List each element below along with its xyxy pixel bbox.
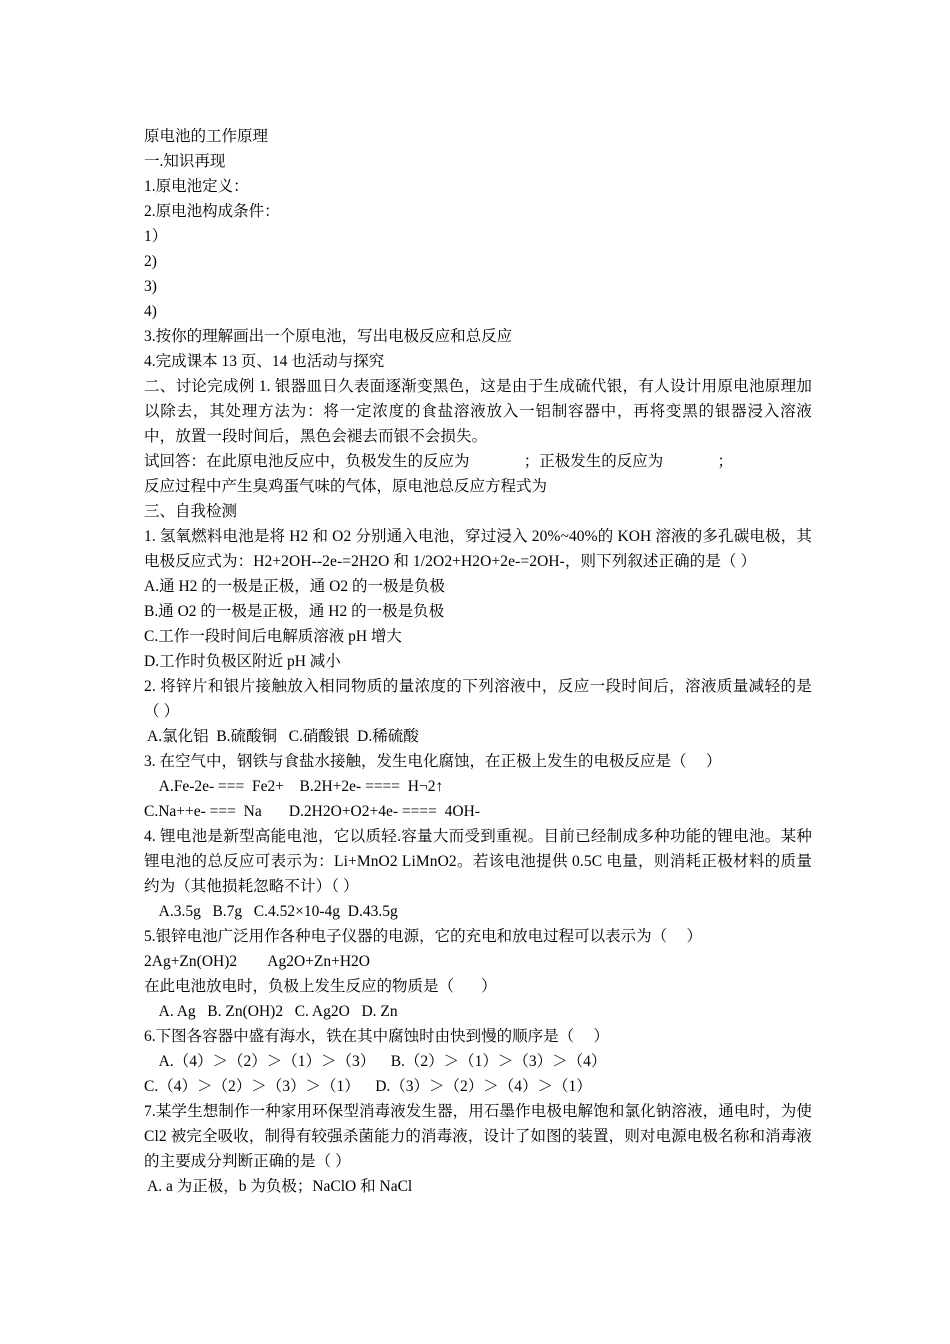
example-question: 试回答：在此原电池反应中，负极发生的反应为 ；正极发生的反应为 ； bbox=[144, 453, 734, 470]
question-6-options-ab: A.（4）＞（2）＞（1）＞（3） B.（2）＞（1）＞（3）＞（4） bbox=[144, 1053, 607, 1070]
question-4: 4. 锂电池是新型高能电池，它以质轻.容量大而受到重视。目前已经制成多种功能的锂电池。某种锂电池的总反应可表示为：Li+MnO2 LiMnO2。若该电池提供 0.5C 电量，则消耗正极材料的质量约为（其他损耗忽略不计）（ ） bbox=[144, 828, 812, 895]
question-1: 1. 氢氧燃料电池是将 H2 和 O2 分别通入电池，穿过浸入 20%~40%的 KOH 溶液的多孔碳电极，其电极反应式为：H2+2OH--2e-=2H2O 和 1/2O2+H2O+2e-=2OH-，则下列叙述正确的是（ ） bbox=[144, 528, 812, 570]
doc-title: 原电池的工作原理 bbox=[144, 128, 269, 145]
item-definition: 1.原电池定义： bbox=[144, 178, 249, 195]
question-7: 7.某学生想制作一种家用环保型消毒液发生器，用石墨作电极电解饱和氯化钠溶液，通电时，为使 Cl2 被完全吸收，制得有较强杀菌能力的消毒液，设计了如图的装置，则对电源电极名称和消毒液的主要成分判断正确的是（ ） bbox=[144, 1103, 812, 1170]
condition-3: 3) bbox=[144, 278, 157, 295]
item-conditions: 2.原电池构成条件： bbox=[144, 203, 280, 220]
question-2-options: A.氯化铝 B.硫酸铜 C.硝酸银 D.稀硫酸 bbox=[144, 728, 419, 745]
question-1-option-a: A.通 H2 的一极是正极，通 O2 的一极是负极 bbox=[144, 578, 445, 595]
condition-1: 1） bbox=[144, 228, 168, 245]
question-1-option-d: D.工作时负极区附近 pH 减小 bbox=[144, 653, 341, 670]
section-heading-3: 三、自我检测 bbox=[144, 503, 238, 520]
question-5-options: A. Ag B. Zn(OH)2 C. Ag2O D. Zn bbox=[144, 1003, 398, 1020]
question-7-option-a: A. a 为正极，b 为负极；NaClO 和 NaCl bbox=[144, 1178, 413, 1195]
question-4-options: A.3.5g B.7g C.4.52×10-4g D.43.5g bbox=[144, 903, 398, 920]
example-paragraph: 二、讨论完成例 1. 银器皿日久表面逐渐变黑色，这是由于生成硫代银，有人设计用原电池原理加以除去，其处理方法为：将一定浓度的食盐溶液放入一铝制容器中，再将变黑的银器浸入溶液中，放置一段时间后，黑色会褪去而银不会损失。 bbox=[144, 378, 812, 445]
question-5-ask: 在此电池放电时，负极上发生反应的物质是（ ） bbox=[144, 978, 497, 995]
question-2: 2. 将锌片和银片接触放入相同物质的量浓度的下列溶液中，反应一段时间后，溶液质量减轻的是（ ） bbox=[144, 678, 812, 720]
question-6-options-cd: C.（4）＞（2）＞（3）＞（1） D.（3）＞（2）＞（4）＞（1） bbox=[144, 1078, 592, 1095]
question-6: 6.下图各容器中盛有海水，铁在其中腐蚀时由快到慢的顺序是（ ） bbox=[144, 1028, 610, 1045]
item-draw-cell: 3.按你的理解画出一个原电池，写出电极反应和总反应 bbox=[144, 328, 513, 345]
condition-4: 4) bbox=[144, 303, 157, 320]
question-3: 3. 在空气中，钢铁与食盐水接触，发生电化腐蚀，在正极上发生的电极反应是（ ） bbox=[144, 753, 722, 770]
example-question-2: 反应过程中产生臭鸡蛋气味的气体，原电池总反应方程式为 bbox=[144, 478, 548, 495]
item-textbook: 4.完成课本 13 页、14 也活动与探究 bbox=[144, 353, 385, 370]
question-1-option-b: B.通 O2 的一极是正极，通 H2 的一极是负极 bbox=[144, 603, 445, 620]
question-5-equation: 2Ag+Zn(OH)2 Ag2O+Zn+H2O bbox=[144, 953, 370, 970]
question-1-option-c: C.工作一段时间后电解质溶液 pH 增大 bbox=[144, 628, 402, 645]
document-body bbox=[144, 124, 812, 1199]
question-3-options-cd: C.Na++e- === Na D.2H2O+O2+4e- ==== 4OH- bbox=[144, 803, 480, 820]
question-3-options-ab: A.Fe-2e- === Fe2+ B.2H+2e- ==== H¬2↑ bbox=[144, 778, 444, 795]
condition-2: 2) bbox=[144, 253, 157, 270]
section-heading-1: 一.知识再现 bbox=[144, 153, 226, 170]
question-5: 5.银锌电池广泛用作各种电子仪器的电源，它的充电和放电过程可以表示为（ ） bbox=[144, 928, 703, 945]
